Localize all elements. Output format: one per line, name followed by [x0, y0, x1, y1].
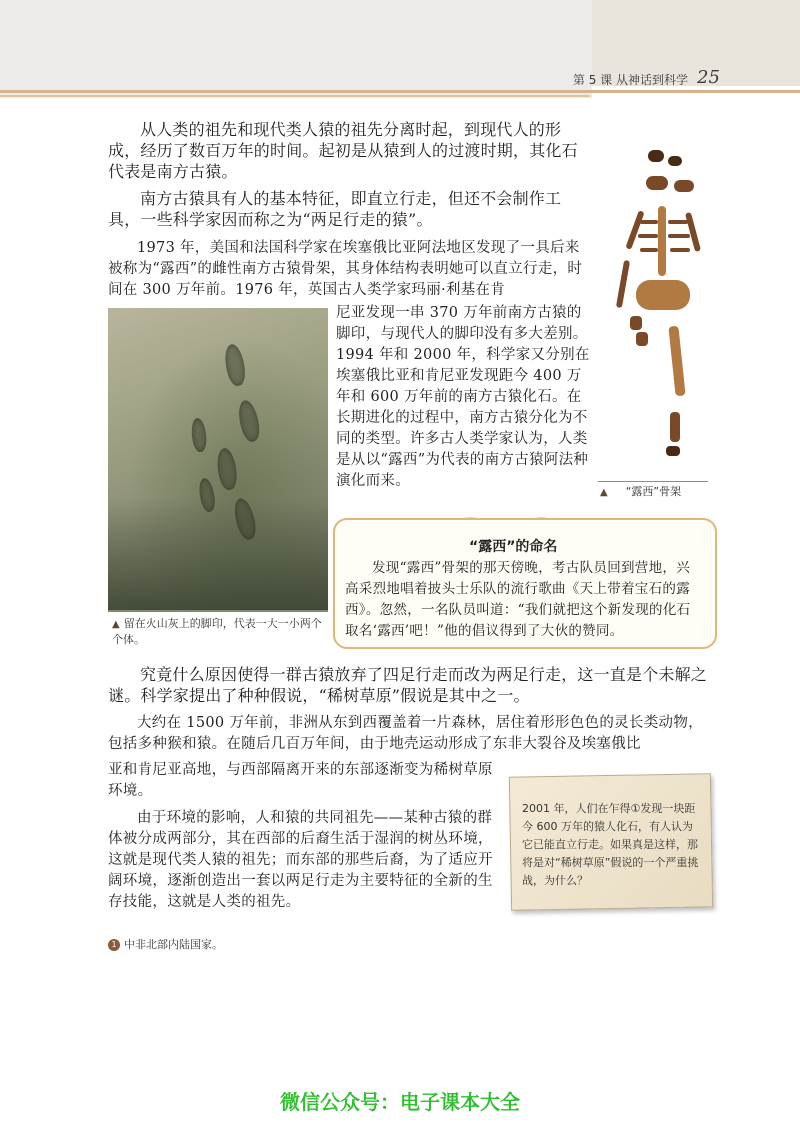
caption-marker-icon: ▲ — [112, 619, 120, 630]
footprints-caption-text: 留在火山灰上的脚印，代表一大一小两个个体。 — [112, 617, 322, 646]
header-rule — [0, 90, 800, 93]
footnote-text: 中非北部内陆国家。 — [124, 938, 223, 951]
footprints-caption — [112, 616, 326, 647]
footnote-marker: 1 — [108, 939, 120, 951]
note-card-text: 2001 年，人们在乍得①发现一块距今 600 万年的猿人化石，有人认为它已能直立行走。如果真是这样，那将是对“稀树草原”假说的一个严重挑战，为什么？ — [522, 802, 699, 887]
header-rule-secondary — [0, 95, 590, 97]
photo-caption-rule — [108, 610, 328, 612]
footnote — [108, 936, 223, 952]
page-number: 25 — [697, 67, 720, 88]
paragraph-4: 究竟什么原因使得一群古猿放弃了四足行走而改为两足行走，这一直是个未解之谜。科学家提出了种种假说，“稀树草原”假说是其中之一。 — [108, 665, 708, 705]
lucy-skeleton-figure — [610, 150, 710, 470]
info-box-title: “露西”的命名 — [469, 539, 558, 555]
watermark: 微信公众号：电子课本大全 — [280, 1090, 520, 1114]
header-band — [0, 0, 592, 98]
skeleton-caption-rule — [598, 481, 708, 482]
paragraph-3b: 尼亚发现一串 370 万年前南方古猿的脚印，与现代人的脚印没有多大差别。1994 年和 2000 年，科学家又分别在埃塞俄比亚和肯尼亚发现距今 400 万年和 600 万年前的南方古猿化石。在长期进化的过程中，南方古猿分化为不同的类型。许多古人类学家认为，人类是从以“露西”为代表的南方古猿阿法种演化而来。 — [336, 305, 590, 489]
info-box-body: 发现“露西”骨架的那天傍晚，考古队员回到营地，兴高采烈地唱着披头士乐队的流行歌曲《天上带着宝石的露西》。忽然，一名队员叫道：“我们就把这个新发现的化石取名‘露西’吧！”他的倡议得到了大伙的赞同。 — [345, 560, 691, 639]
skeleton-caption-text: “露西”骨架 — [625, 485, 682, 498]
lesson-title: 第 5 课 从神话到科学 — [572, 73, 688, 87]
paragraph-6: 由于环境的影响，人和猿的共同祖先——某种古猿的群体被分成两部分，其在西部的后裔生活于湿润的树丛环境，这就是现代类人猿的祖先；而东部的那些后裔，为了适应开阔环境，逐渐创造出一套以两足行走为主要特征的全新的生存技能，这就是人类的祖先。 — [108, 810, 493, 910]
paragraph-5b: 亚和肯尼亚高地，与西部隔离开来的东部逐渐变为稀树草原环境。 — [108, 762, 493, 799]
paragraph-5a: 大约在 1500 万年前，非洲从东到西覆盖着一片森林，居住着形形色色的灵长类动物，包括多种猴和猿。在随后几百万年间，由于地壳运动形成了东非大裂谷及埃塞俄比 — [108, 715, 703, 752]
skeleton-caption — [600, 484, 712, 500]
caption-marker-icon: ▲ — [600, 487, 608, 498]
footprints-photo — [108, 308, 328, 610]
paragraph-3a: 1973 年，美国和法国科学家在埃塞俄比亚阿法地区发现了一具后来被称为“露西”的雌性南方古猿骨架，其身体结构表明她可以直立行走，时间在 300 万年前。1976 年，英国古人类学家玛丽·利基在肯 — [108, 240, 583, 298]
paragraph-2: 南方古猿具有人的基本特征，即直立行走，但还不会制作工具，一些科学家因而称之为“两足行走的猿”。 — [108, 189, 562, 229]
paragraph-1: 从人类的祖先和现代类人猿的祖先分离时起，到现代人的形成，经历了数百万年的时间。起初是从猿到人的过渡时期，其化石代表是南方古猿。 — [108, 120, 578, 181]
